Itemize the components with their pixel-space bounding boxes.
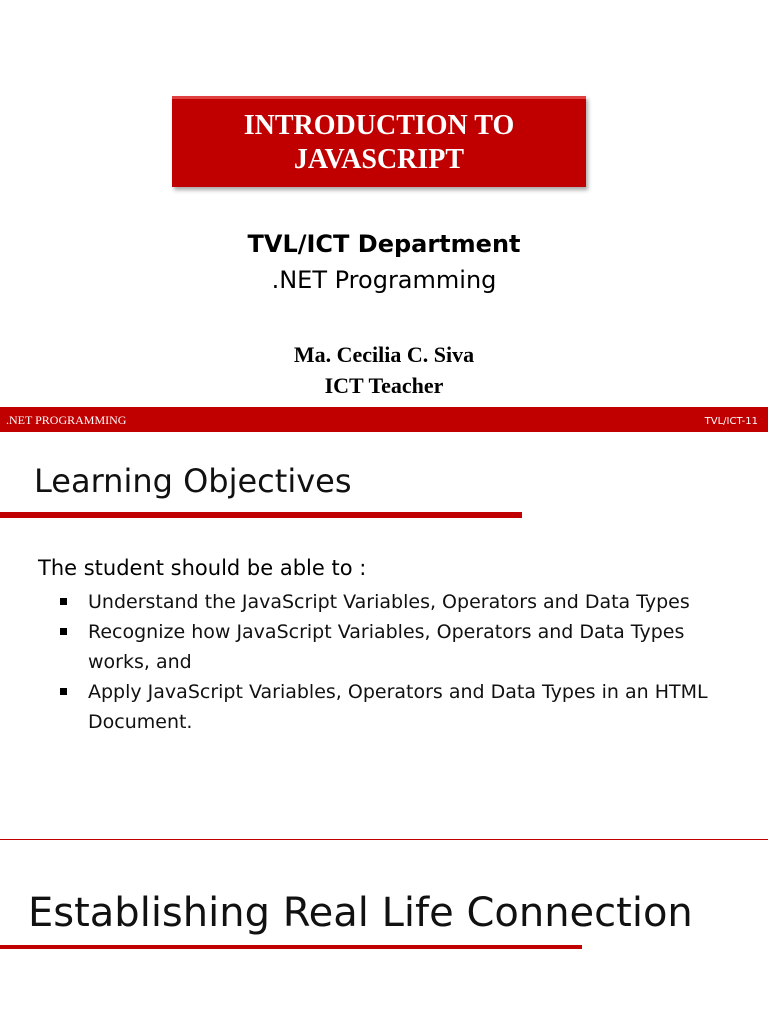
teacher-role: ICT Teacher (324, 373, 444, 398)
title-banner (172, 96, 586, 187)
bullet-square-icon (60, 628, 67, 635)
objectives-list (60, 587, 750, 737)
bullet-square-icon (60, 688, 67, 695)
heading-underline (0, 512, 522, 518)
footer-left-label: .NET PROGRAMMING (6, 413, 127, 427)
title-slide (0, 0, 768, 407)
list-item: Recognize how JavaScript Variables, Operators and Data Types works, and (60, 617, 750, 677)
footer-right-label: TVL/ICT-11 (704, 416, 758, 427)
list-item: Understand the JavaScript Variables, Operators and Data Types (60, 587, 750, 617)
objectives-intro: The student should be able to : (38, 556, 367, 580)
bullet-square-icon (60, 598, 67, 605)
title-line-1: INTRODUCTION TO (243, 110, 515, 141)
course-name: .NET Programming (271, 266, 497, 294)
list-item: Apply JavaScript Variables, Operators and Data Types in an HTML Document. (60, 677, 750, 737)
connection-slide (0, 840, 768, 1024)
slide-heading: Establishing Real Life Connection (28, 890, 693, 936)
department: TVL/ICT Department (247, 230, 521, 258)
heading-underline (0, 945, 582, 949)
teacher-name: Ma. Cecilia C. Siva (293, 342, 475, 367)
footer-bar-1 (0, 407, 768, 432)
objectives-slide (0, 432, 768, 837)
title-line-2: JAVASCRIPT (293, 144, 465, 175)
slide-heading: Learning Objectives (34, 462, 352, 500)
